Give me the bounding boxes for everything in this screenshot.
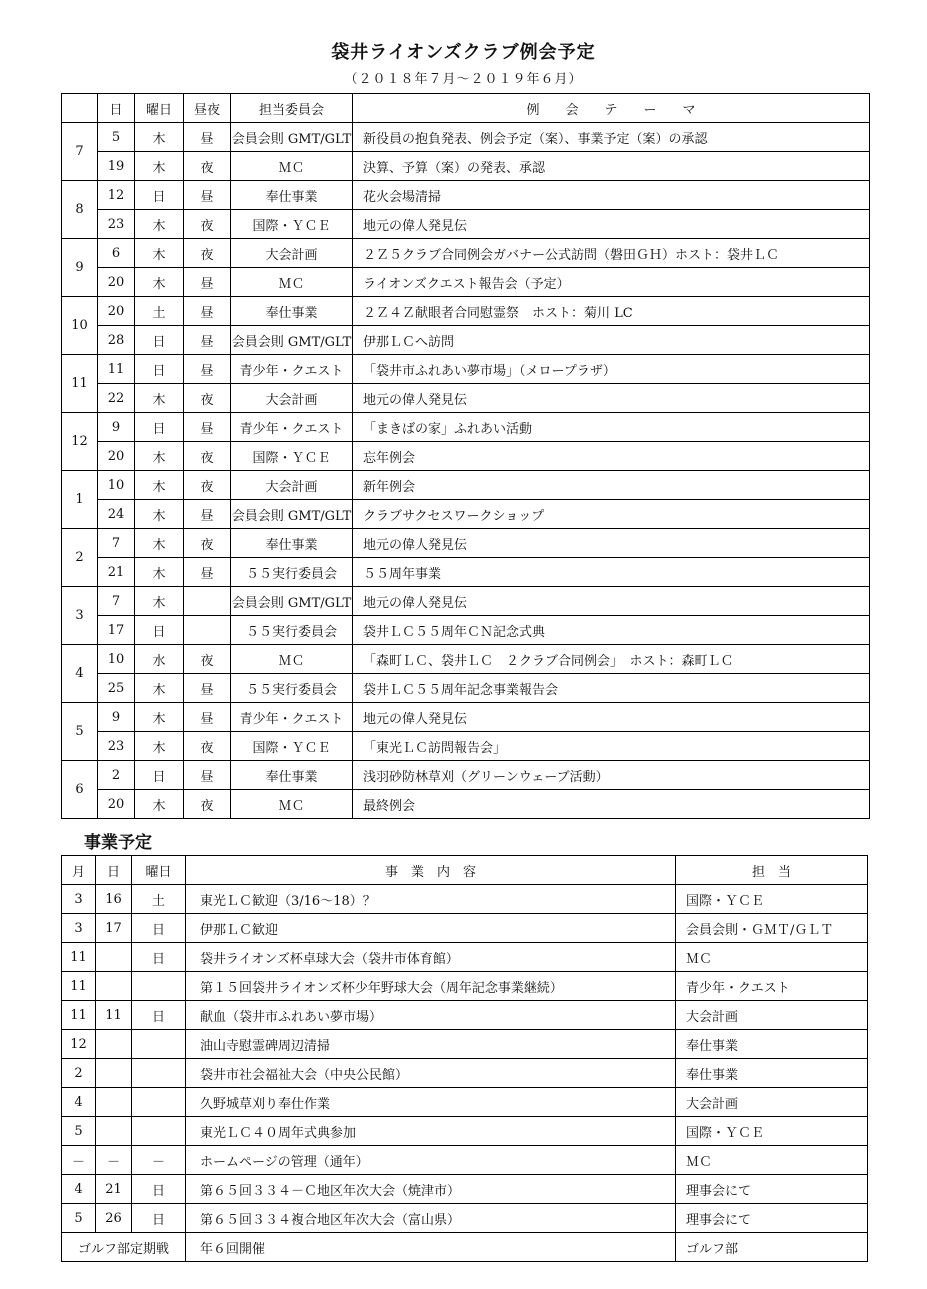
project-header-row	[62, 856, 868, 885]
table-row	[62, 239, 870, 268]
day-cell: 21	[98, 558, 135, 587]
day-cell: 21	[96, 1175, 132, 1204]
weekday-cell	[132, 1088, 186, 1117]
header-weekday: 曜日	[135, 94, 184, 123]
content-cell: 油山寺慰霊碑周辺清掃	[186, 1030, 676, 1059]
table-row	[62, 384, 870, 413]
theme-cell: 伊那ＬＣへ訪問	[353, 326, 870, 355]
header-charge: 担 当	[676, 856, 868, 885]
content-cell: ホームページの管理（通年）	[186, 1146, 676, 1175]
month-cell: 7	[62, 123, 98, 181]
committee-cell: 大会計画	[231, 471, 353, 500]
table-row	[62, 885, 868, 914]
day-cell: 5	[98, 123, 135, 152]
theme-cell: 袋井ＬＣ５５周年ＣＮ記念式典	[353, 616, 870, 645]
weekday-cell: 木	[135, 674, 184, 703]
day-cell: 12	[98, 181, 135, 210]
day-cell: 17	[96, 914, 132, 943]
month-cell: 4	[62, 1088, 96, 1117]
weekday-cell	[132, 1117, 186, 1146]
time-cell: 夜	[184, 645, 231, 674]
section-title-projects: 事業予定	[84, 833, 152, 853]
charge-cell: ＭＣ	[676, 1146, 868, 1175]
day-cell	[96, 943, 132, 972]
month-cell: 11	[62, 1001, 96, 1030]
day-cell: 20	[98, 442, 135, 471]
weekday-cell: 木	[135, 210, 184, 239]
weekday-cell: 木	[135, 123, 184, 152]
table-row	[62, 500, 870, 529]
time-cell	[184, 587, 231, 616]
day-cell: 10	[98, 645, 135, 674]
day-cell: 22	[98, 384, 135, 413]
table-row	[62, 326, 870, 355]
table-row	[62, 616, 870, 645]
golf-row	[62, 1233, 868, 1262]
time-cell: 夜	[184, 732, 231, 761]
table-row	[62, 1088, 868, 1117]
header-day: 日	[98, 94, 135, 123]
day-cell: 7	[98, 529, 135, 558]
theme-cell: 新役員の抱負発表、例会予定（案）、事業予定（案）の承認	[353, 123, 870, 152]
committee-cell: ＭＣ	[231, 152, 353, 181]
theme-cell: 新年例会	[353, 471, 870, 500]
month-cell: 3	[62, 885, 96, 914]
content-cell: 袋井市社会福祉大会（中央公民館）	[186, 1059, 676, 1088]
theme-cell: 「袋井市ふれあい夢市場」（メロープラザ）	[353, 355, 870, 384]
time-cell: 昼	[184, 355, 231, 384]
committee-cell: 会員会則 GMT/GLT	[231, 587, 353, 616]
header-month: 月	[62, 856, 96, 885]
table-row	[62, 529, 870, 558]
header-time: 昼夜	[184, 94, 231, 123]
month-cell: 2	[62, 1059, 96, 1088]
month-cell: 11	[62, 355, 98, 413]
table-row	[62, 123, 870, 152]
committee-cell: ５５実行委員会	[231, 558, 353, 587]
month-cell: 10	[62, 297, 98, 355]
committee-cell: 国際・ＹＣＥ	[231, 442, 353, 471]
theme-cell: 忘年例会	[353, 442, 870, 471]
time-cell: 昼	[184, 268, 231, 297]
committee-cell: ＭＣ	[231, 645, 353, 674]
weekday-cell: 日	[135, 761, 184, 790]
day-cell: 26	[96, 1204, 132, 1233]
table-row	[62, 790, 870, 819]
content-cell: 東光ＬＣ歓迎（3/16～18）？	[186, 885, 676, 914]
weekday-cell: 日	[132, 943, 186, 972]
weekday-cell: 木	[135, 152, 184, 181]
table-row	[62, 355, 870, 384]
committee-cell: ＭＣ	[231, 268, 353, 297]
time-cell: 昼	[184, 413, 231, 442]
weekday-cell: 日	[132, 914, 186, 943]
meeting-header-row	[62, 94, 870, 123]
month-cell: 4	[62, 1175, 96, 1204]
committee-cell: 青少年・クエスト	[231, 355, 353, 384]
header-day: 日	[96, 856, 132, 885]
committee-cell: ＭＣ	[231, 790, 353, 819]
weekday-cell	[132, 1059, 186, 1088]
table-row	[62, 732, 870, 761]
committee-cell: 青少年・クエスト	[231, 413, 353, 442]
committee-cell: 奉仕事業	[231, 761, 353, 790]
time-cell: 昼	[184, 123, 231, 152]
time-cell: 夜	[184, 152, 231, 181]
month-cell: 12	[62, 1030, 96, 1059]
committee-cell: 大会計画	[231, 239, 353, 268]
theme-cell: 「まきばの家」ふれあい活動	[353, 413, 870, 442]
month-cell: 11	[62, 972, 96, 1001]
month-cell: 3	[62, 914, 96, 943]
weekday-cell: 日	[135, 181, 184, 210]
table-row	[62, 1030, 868, 1059]
theme-cell: 地元の偉人発見伝	[353, 529, 870, 558]
charge-cell: 奉仕事業	[676, 1030, 868, 1059]
time-cell: 夜	[184, 210, 231, 239]
content-cell: 東光ＬＣ４０周年式典参加	[186, 1117, 676, 1146]
table-row	[62, 1175, 868, 1204]
golf-label-cell: ゴルフ部定期戦	[62, 1233, 186, 1262]
content-cell: 伊那ＬＣ歓迎	[186, 914, 676, 943]
header-weekday: 曜日	[132, 856, 186, 885]
table-row	[62, 268, 870, 297]
day-cell: 28	[98, 326, 135, 355]
day-cell: 20	[98, 790, 135, 819]
charge-cell: 理事会にて	[676, 1175, 868, 1204]
weekday-cell: 木	[135, 732, 184, 761]
time-cell: 夜	[184, 471, 231, 500]
content-cell: 第６５回３３４－Ｃ地区年次大会（焼津市）	[186, 1175, 676, 1204]
committee-cell: 奉仕事業	[231, 297, 353, 326]
month-cell: 1	[62, 471, 98, 529]
charge-cell: 奉仕事業	[676, 1059, 868, 1088]
theme-cell: ５５周年事業	[353, 558, 870, 587]
charge-cell: 国際・ＹＣＥ	[676, 885, 868, 914]
weekday-cell: 木	[135, 239, 184, 268]
table-row	[62, 1204, 868, 1233]
weekday-cell: 日	[135, 616, 184, 645]
theme-cell: クラブサクセスワークショップ	[353, 500, 870, 529]
month-cell: 3	[62, 587, 98, 645]
weekday-cell: 水	[135, 645, 184, 674]
table-row	[62, 1146, 868, 1175]
theme-cell: 決算、予算（案）の発表、承認	[353, 152, 870, 181]
committee-cell: 奉仕事業	[231, 529, 353, 558]
table-row	[62, 914, 868, 943]
theme-cell: 地元の偉人発見伝	[353, 384, 870, 413]
month-cell: 11	[62, 943, 96, 972]
month-cell: 5	[62, 1204, 96, 1233]
header-committee: 担当委員会	[231, 94, 353, 123]
day-cell: 24	[98, 500, 135, 529]
day-cell: 20	[98, 297, 135, 326]
weekday-cell: 木	[135, 268, 184, 297]
table-row	[62, 587, 870, 616]
committee-cell: ５５実行委員会	[231, 674, 353, 703]
content-cell: 久野城草刈り奉仕作業	[186, 1088, 676, 1117]
time-cell: 夜	[184, 384, 231, 413]
table-row	[62, 210, 870, 239]
day-cell: 9	[98, 703, 135, 732]
content-cell: 献血（袋井市ふれあい夢市場）	[186, 1001, 676, 1030]
header-content: 事 業 内 容	[186, 856, 676, 885]
page-title: 袋井ライオンズクラブ例会予定	[331, 42, 596, 63]
day-cell: 2	[98, 761, 135, 790]
weekday-cell: 木	[135, 471, 184, 500]
table-row	[62, 181, 870, 210]
theme-cell: 「森町ＬＣ、袋井ＬＣ ２クラブ合同例会」 ホスト：森町ＬＣ	[353, 645, 870, 674]
table-row	[62, 1059, 868, 1088]
month-cell: 5	[62, 1117, 96, 1146]
time-cell: 昼	[184, 674, 231, 703]
weekday-cell: 木	[135, 500, 184, 529]
weekday-cell: 日	[135, 413, 184, 442]
header-month	[62, 94, 98, 123]
time-cell: 昼	[184, 326, 231, 355]
weekday-cell: 木	[135, 587, 184, 616]
committee-cell: 会員会則 GMT/GLT	[231, 500, 353, 529]
month-cell: 2	[62, 529, 98, 587]
table-row	[62, 442, 870, 471]
theme-cell: 袋井ＬＣ５５周年記念事業報告会	[353, 674, 870, 703]
day-cell: 9	[98, 413, 135, 442]
month-cell: 12	[62, 413, 98, 471]
time-cell: 昼	[184, 297, 231, 326]
theme-cell: ２Ｚ４Ｚ献眼者合同慰霊祭 ホスト：菊川 LC	[353, 297, 870, 326]
table-row	[62, 152, 870, 181]
committee-cell: 奉仕事業	[231, 181, 353, 210]
theme-cell: ２Ｚ５クラブ合同例会ガバナー公式訪問（磐田ＧＨ）ホスト：袋井ＬＣ	[353, 239, 870, 268]
theme-cell: 「東光ＬＣ訪問報告会」	[353, 732, 870, 761]
charge-cell: 理事会にて	[676, 1204, 868, 1233]
table-row	[62, 943, 868, 972]
table-row	[62, 645, 870, 674]
committee-cell: 会員会則 GMT/GLT	[231, 326, 353, 355]
committee-cell: 国際・ＹＣＥ	[231, 210, 353, 239]
weekday-cell: 木	[135, 703, 184, 732]
weekday-cell: 木	[135, 442, 184, 471]
golf-charge-cell: ゴルフ部	[676, 1233, 868, 1262]
page-subtitle: （２０１８年７月～２０１９年６月）	[344, 72, 583, 87]
weekday-cell: 日	[132, 1001, 186, 1030]
charge-cell: 国際・ＹＣＥ	[676, 1117, 868, 1146]
day-cell: 6	[98, 239, 135, 268]
time-cell: 昼	[184, 558, 231, 587]
weekday-cell: 木	[135, 790, 184, 819]
month-cell: 6	[62, 761, 98, 819]
day-cell	[96, 1059, 132, 1088]
theme-cell: 浅羽砂防林草刈（グリーンウェーブ活動）	[353, 761, 870, 790]
weekday-cell: 木	[135, 384, 184, 413]
theme-cell: 花火会場清掃	[353, 181, 870, 210]
committee-cell: 青少年・クエスト	[231, 703, 353, 732]
day-cell: 17	[98, 616, 135, 645]
theme-cell: 地元の偉人発見伝	[353, 210, 870, 239]
time-cell: 夜	[184, 239, 231, 268]
table-row	[62, 413, 870, 442]
charge-cell: ＭＣ	[676, 943, 868, 972]
meeting-schedule-table	[61, 93, 870, 819]
day-cell: －	[96, 1146, 132, 1175]
committee-cell: 国際・ＹＣＥ	[231, 732, 353, 761]
weekday-cell: 木	[135, 558, 184, 587]
time-cell: 昼	[184, 181, 231, 210]
time-cell	[184, 616, 231, 645]
day-cell: 10	[98, 471, 135, 500]
table-row	[62, 297, 870, 326]
charge-cell: 会員会則・ＧＭＴ/ＧＬＴ	[676, 914, 868, 943]
day-cell: 7	[98, 587, 135, 616]
weekday-cell: 日	[132, 1204, 186, 1233]
month-cell: 8	[62, 181, 98, 239]
theme-cell: 地元の偉人発見伝	[353, 703, 870, 732]
day-cell: 20	[98, 268, 135, 297]
day-cell: 23	[98, 210, 135, 239]
charge-cell: 大会計画	[676, 1001, 868, 1030]
time-cell: 昼	[184, 703, 231, 732]
month-cell: －	[62, 1146, 96, 1175]
charge-cell: 青少年・クエスト	[676, 972, 868, 1001]
weekday-cell: 日	[135, 355, 184, 384]
weekday-cell	[132, 972, 186, 1001]
table-row	[62, 558, 870, 587]
project-schedule-table	[61, 855, 868, 1262]
committee-cell: 会員会則 GMT/GLT	[231, 123, 353, 152]
theme-cell: ライオンズクエスト報告会（予定）	[353, 268, 870, 297]
day-cell	[96, 1117, 132, 1146]
time-cell: 夜	[184, 529, 231, 558]
day-cell: 11	[96, 1001, 132, 1030]
theme-cell: 地元の偉人発見伝	[353, 587, 870, 616]
time-cell: 夜	[184, 442, 231, 471]
header-theme: 例 会 テ ー マ	[353, 94, 870, 123]
table-row	[62, 703, 870, 732]
time-cell: 昼	[184, 500, 231, 529]
content-cell: 袋井ライオンズ杯卓球大会（袋井市体育館）	[186, 943, 676, 972]
table-row	[62, 674, 870, 703]
table-row	[62, 1001, 868, 1030]
content-cell: 第６５回３３４複合地区年次大会（富山県）	[186, 1204, 676, 1233]
content-cell: 第１５回袋井ライオンズ杯少年野球大会（周年記念事業継続）	[186, 972, 676, 1001]
day-cell	[96, 1030, 132, 1059]
day-cell: 19	[98, 152, 135, 181]
weekday-cell: 日	[132, 1175, 186, 1204]
weekday-cell: 土	[132, 885, 186, 914]
table-row	[62, 1117, 868, 1146]
weekday-cell: 土	[135, 297, 184, 326]
time-cell: 昼	[184, 761, 231, 790]
committee-cell: ５５実行委員会	[231, 616, 353, 645]
month-cell: 9	[62, 239, 98, 297]
month-cell: 4	[62, 645, 98, 703]
table-row	[62, 471, 870, 500]
charge-cell: 大会計画	[676, 1088, 868, 1117]
time-cell: 夜	[184, 790, 231, 819]
table-row	[62, 761, 870, 790]
day-cell: 23	[98, 732, 135, 761]
golf-content-cell: 年６回開催	[186, 1233, 676, 1262]
committee-cell: 大会計画	[231, 384, 353, 413]
table-row	[62, 972, 868, 1001]
day-cell: 16	[96, 885, 132, 914]
day-cell: 25	[98, 674, 135, 703]
weekday-cell: －	[132, 1146, 186, 1175]
weekday-cell: 木	[135, 529, 184, 558]
month-cell: 5	[62, 703, 98, 761]
weekday-cell: 日	[135, 326, 184, 355]
weekday-cell	[132, 1030, 186, 1059]
day-cell	[96, 972, 132, 1001]
theme-cell: 最終例会	[353, 790, 870, 819]
day-cell: 11	[98, 355, 135, 384]
day-cell	[96, 1088, 132, 1117]
